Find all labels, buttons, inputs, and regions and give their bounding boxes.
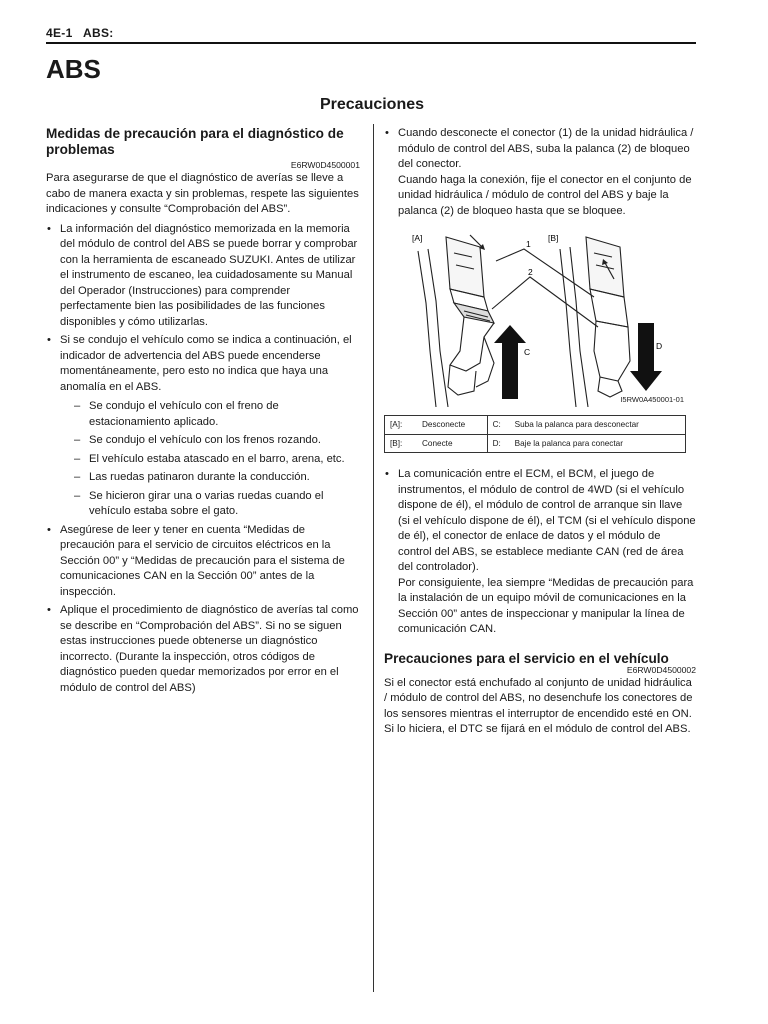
dash-item: – Las ruedas patinaron durante la conducción. xyxy=(60,470,360,486)
bullet-list xyxy=(46,222,360,697)
legend-value: Conecte xyxy=(417,434,487,453)
table-row xyxy=(385,416,686,435)
page-ref: 4E-1 xyxy=(46,26,73,40)
list-item-text: Cuando desconecte el conector (1) de la unidad hidráulica / módulo de control del ABS, suba la palanca (2) de bloqueo del conector. xyxy=(398,127,694,170)
legend-value: Suba la palanca para desconectar xyxy=(510,416,686,435)
dash-item: – El vehículo estaba atascado en el barro, arena, etc. xyxy=(60,452,360,468)
dash-item: – Se condujo el vehículo con los frenos rozando. xyxy=(60,433,360,449)
bullet-list xyxy=(384,467,696,638)
list-item-text: Por consiguiente, lea siempre “Medidas de precaución para la instalación de un equipo móvil de comunicaciones en la Sección 00” antes de inspeccionar y manipular la línea de comunicación CAN. xyxy=(398,576,694,635)
dash-list xyxy=(60,399,360,520)
connector-illustration xyxy=(384,231,684,407)
header-section: ABS: xyxy=(83,26,114,40)
page-header xyxy=(46,26,114,40)
service-paragraph: Si el conector está enchufado al conjunto de unidad hidráulica / módulo de control del ABS, no desenchufe los conectores de los sensores mientras el interruptor de encendido esté en ON. Si lo hiciera, el DTC se fijará en el módulo de control del ABS. xyxy=(384,676,693,735)
list-item-text: Si se condujo el vehículo como se indica a continuación, el indicador de advertencia del ABS puede encenderse momentáneamente, pero esto no indica que haya una anomalía en el ABS. xyxy=(60,334,352,393)
figure-label-b: [B] xyxy=(548,233,559,243)
list-item xyxy=(384,126,696,219)
connector-figure xyxy=(384,231,684,407)
figure-code: I5RW0A450001-01 xyxy=(620,394,684,404)
legend-key: D: xyxy=(487,434,510,453)
diagnosis-heading: Medidas de precaución para el diagnóstico de problemas xyxy=(46,126,344,157)
service-heading: Precauciones para el servicio en el vehículo xyxy=(384,650,669,666)
intro-paragraph: Para asegurarse de que el diagnóstico de averías se lleve a cabo de manera exacta y sin problemas, respete las siguientes indicaciones y consulte “Comprobación del ABS”. xyxy=(46,172,359,215)
callout-2: 2 xyxy=(528,267,533,277)
list-item: • La información del diagnóstico memorizada en la memoria del módulo de control del ABS se puede borrar y comprobar con la herramienta de escaneado SUZUKI. Antes de utilizar el instrumento de escaneo, lea cuidadosamente su Manual del Operador (Instrucciones) para comprender perfectamente bien las posibilidades de las funciones disponibles y cómo utilizarlas. xyxy=(46,222,360,331)
doc-code: E6RW0D4500002 xyxy=(626,664,696,675)
legend-value: Baje la palanca para conectar xyxy=(510,434,686,453)
legend-key: [B]: xyxy=(385,434,418,453)
table-row xyxy=(385,434,686,453)
section-heading: Precauciones xyxy=(319,96,425,113)
figure-legend xyxy=(384,415,686,453)
callout-1: 1 xyxy=(526,239,531,249)
left-column xyxy=(46,126,360,699)
list-item xyxy=(384,467,696,638)
list-item-text: La comunicación entre el ECM, el BCM, el juego de instrumentos, el módulo de control de 4WD (si el vehículo dispone de él), el módulo de control de arranque sin llave (si el vehículo dispone de él), el TCM (si el vehículo dispone de él), el conector de enlace de datos y el módulo de control del ABS, se establece mediante CAN (red de área del controlador). xyxy=(398,468,696,573)
list-item: • Aplique el procedimiento de diagnóstico de averías tal como se describe en “Comprobación del ABS”. Si no se siguen estas instrucciones puede obtenerse un diagnóstico incorrecto. (Durante la inspección, otros códigos de diagnóstico pueden quedar memorizados por error en el módulo de control del ABS) xyxy=(46,603,360,696)
column-divider xyxy=(373,124,374,992)
legend-key: C: xyxy=(487,416,510,435)
legend-key: [A]: xyxy=(385,416,418,435)
header-rule xyxy=(46,42,696,44)
list-item xyxy=(46,333,360,520)
figure-label-a: [A] xyxy=(412,233,423,243)
bullet-list xyxy=(384,126,696,219)
right-column xyxy=(384,126,696,738)
page-title: ABS xyxy=(46,54,101,84)
doc-code: E6RW0D4500001 xyxy=(290,160,360,170)
legend-value: Desconecte xyxy=(417,416,487,435)
list-item-text: Cuando haga la conexión, fije el conector en el conjunto de unidad hidráulica / módulo de control del ABS y baje la palanca (2) de bloqueo hasta que se bloquee. xyxy=(398,173,692,217)
arrow-label-d: D xyxy=(656,341,663,351)
dash-item: – Se hicieron girar una o varias ruedas cuando el vehículo estaba sobre el gato. xyxy=(60,489,360,520)
arrow-label-c: C xyxy=(524,347,531,357)
list-item: • Asegúrese de leer y tener en cuenta “Medidas de precaución para el servicio de circuitos eléctricos en la Sección 00” y “Medidas de precaución para el sistema de comunicaciones CAN en la Sección 00” antes de la inspección. xyxy=(46,523,360,601)
dash-item: – Se condujo el vehículo con el freno de estacionamiento aplicado. xyxy=(60,399,360,430)
